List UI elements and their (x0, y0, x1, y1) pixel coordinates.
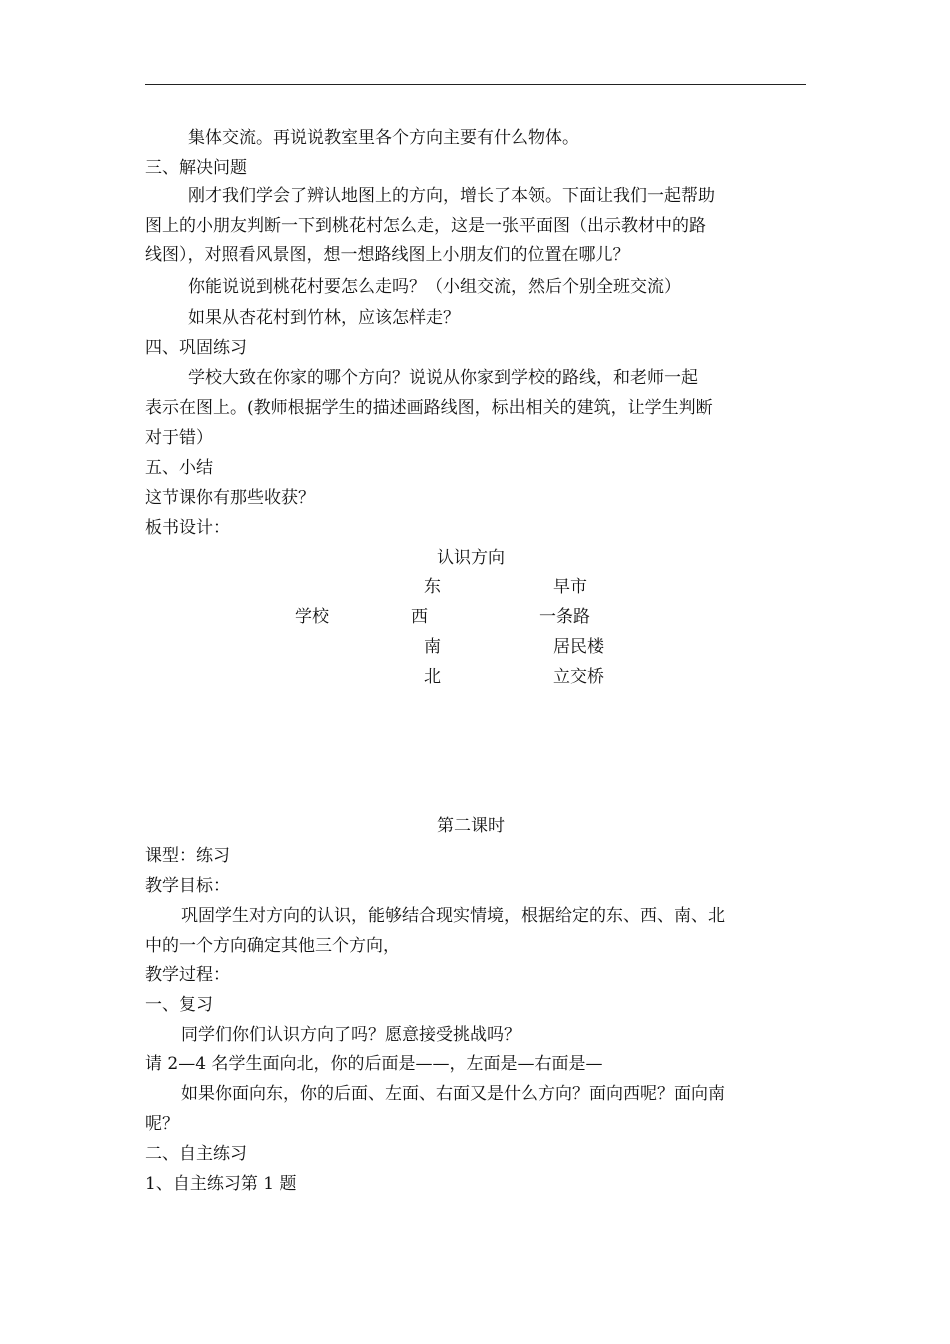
board-direction-west: 西 (411, 607, 428, 627)
board-place: 立交桥 (553, 667, 604, 687)
paragraph-line: 你能说说到桃花村要怎么走吗？（小组交流，然后个别全班交流） (188, 277, 681, 297)
board-place: 早市 (553, 577, 587, 597)
paragraph-line: 同学们你们认识方向了吗？愿意接受挑战吗？ (181, 1025, 521, 1045)
section-heading: 二、自主练习 (145, 1144, 247, 1164)
paragraph-line: 呢？ (145, 1114, 179, 1134)
paragraph-line: 线图），对照看风景图，想一想路线图上小朋友们的位置在哪儿？ (145, 245, 630, 265)
board-label: 板书设计： (145, 518, 230, 538)
paragraph-line: 这节课你有那些收获？ (145, 488, 315, 508)
section-heading: 三、解决问题 (145, 158, 247, 178)
paragraph-line: 对于错） (145, 428, 213, 448)
section-heading: 四、巩固练习 (145, 338, 247, 358)
paragraph-line: 学校大致在你家的哪个方向？说说从你家到学校的路线，和老师一起 (188, 368, 698, 388)
board-direction-north: 北 (424, 667, 441, 687)
paragraph-line: 中的一个方向确定其他三个方向， (145, 936, 400, 956)
section-heading: 五、小结 (145, 458, 213, 478)
paragraph-line: 图上的小朋友判断一下到桃花村怎么走，这是一张平面图（出示教材中的路 (145, 216, 706, 236)
lesson-type: 课型：练习 (145, 846, 230, 866)
board-school: 学校 (295, 607, 329, 627)
paragraph-line: 刚才我们学会了辨认地图上的方向，增长了本领。下面让我们一起帮助 (188, 186, 715, 206)
section-heading: 一、复习 (145, 995, 213, 1015)
paragraph-line: 如果你面向东，你的后面、左面、右面又是什么方向？面向西呢？面向南 (181, 1084, 725, 1104)
paragraph-line: 巩固学生对方向的认识，能够结合现实情境，根据给定的东、西、南、北 (181, 906, 725, 926)
process-label: 教学过程： (145, 965, 230, 985)
board-place: 居民楼 (553, 637, 604, 657)
paragraph-line: 请 2—4 名学生面向北，你的后面是——，左面是—右面是— (145, 1054, 603, 1074)
paragraph-line: 集体交流。再说说教室里各个方向主要有什么物体。 (188, 128, 579, 148)
board-direction-south: 南 (424, 637, 441, 657)
paragraph-line: 表示在图上。(教师根据学生的描述画路线图，标出相关的建筑，让学生判断 (145, 398, 713, 418)
paragraph-line: 1、自主练习第 1 题 (145, 1174, 297, 1194)
paragraph-line: 如果从杏花村到竹林，应该怎样走？ (188, 308, 460, 328)
board-place: 一条路 (539, 607, 590, 627)
goal-label: 教学目标： (145, 876, 230, 896)
lesson-title: 第二课时 (437, 816, 505, 836)
board-title: 认识方向 (437, 548, 505, 568)
board-direction-east: 东 (424, 577, 441, 597)
header-rule (145, 84, 806, 85)
